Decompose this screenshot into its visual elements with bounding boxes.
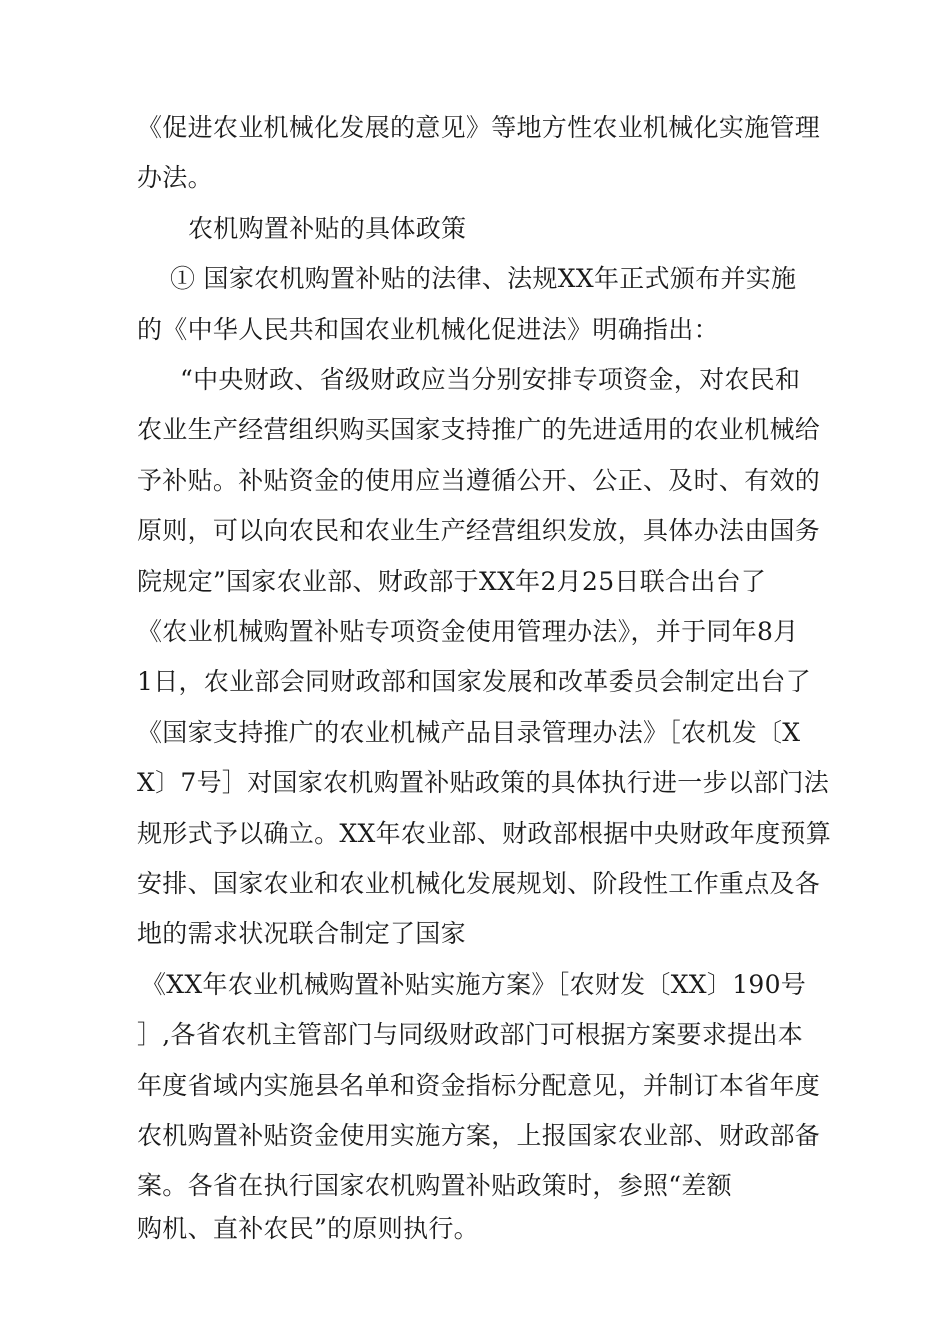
section-heading: 农机购置补贴的具体政策 (188, 214, 467, 243)
text-line: 规形式予以确立。XX年农业部、财政部根据中央财政年度预算 (137, 819, 831, 848)
text-line: 年度省域内实施县名单和资金指标分配意见，并制订本省年度 (137, 1071, 821, 1100)
quote-line: 予补贴。补贴资金的使用应当遵循公开、公正、及时、有效的 (137, 466, 821, 495)
quote-line: 原则，可以向农民和农业生产经营组织发放，具体办法由国务 (137, 516, 821, 545)
text-line: X〕7号］对国家农机购置补贴政策的具体执行进一步以部门法 (137, 768, 830, 797)
text-line: 院规定”国家农业部、财政部于XX年2月25日联合出台了 (137, 567, 767, 596)
text-line: 《农业机械购置补贴专项资金使用管理办法》，并于同年8月 (137, 617, 799, 646)
text-line: ① 国家农机购置补贴的法律、法规XX年正式颁布并实施 (170, 264, 797, 293)
text-line: 《国家支持推广的农业机械产品目录管理办法》［农机发〔X (137, 718, 801, 747)
text-line: 的《中华人民共和国农业机械化促进法》明确指出： (137, 315, 719, 344)
text-line: 1日，农业部会同财政部和国家发展和改革委员会制定出台了 (137, 667, 812, 696)
text-line: ］,各省农机主管部门与同级财政部门可根据方案要求提出本 (137, 1020, 804, 1049)
quote-line: 农业生产经营组织购买国家支持推广的先进适用的农业机械给 (137, 415, 821, 444)
text-line: 办法。 (137, 163, 213, 192)
text-line: 购机、直补农民”的原则执行。 (137, 1214, 479, 1243)
text-line: 农机购置补贴资金使用实施方案，上报国家农业部、财政部备 (137, 1121, 821, 1150)
text-line: 地的需求状况联合制定了国家 (137, 919, 466, 948)
text-line: 《XX年农业机械购置补贴实施方案》［农财发〔XX〕190号 (141, 970, 807, 999)
quote-line: “中央财政、省级财政应当分别安排专项资金，对农民和 (180, 365, 801, 394)
text-line: 安排、国家农业和农业机械化发展规划、阶段性工作重点及各 (137, 869, 821, 898)
text-line: 《促进农业机械化发展的意见》等地方性农业机械化实施管理 (137, 113, 821, 142)
text-line: 案。各省在执行国家农机购置补贴政策时，参照“差额 (137, 1171, 732, 1200)
